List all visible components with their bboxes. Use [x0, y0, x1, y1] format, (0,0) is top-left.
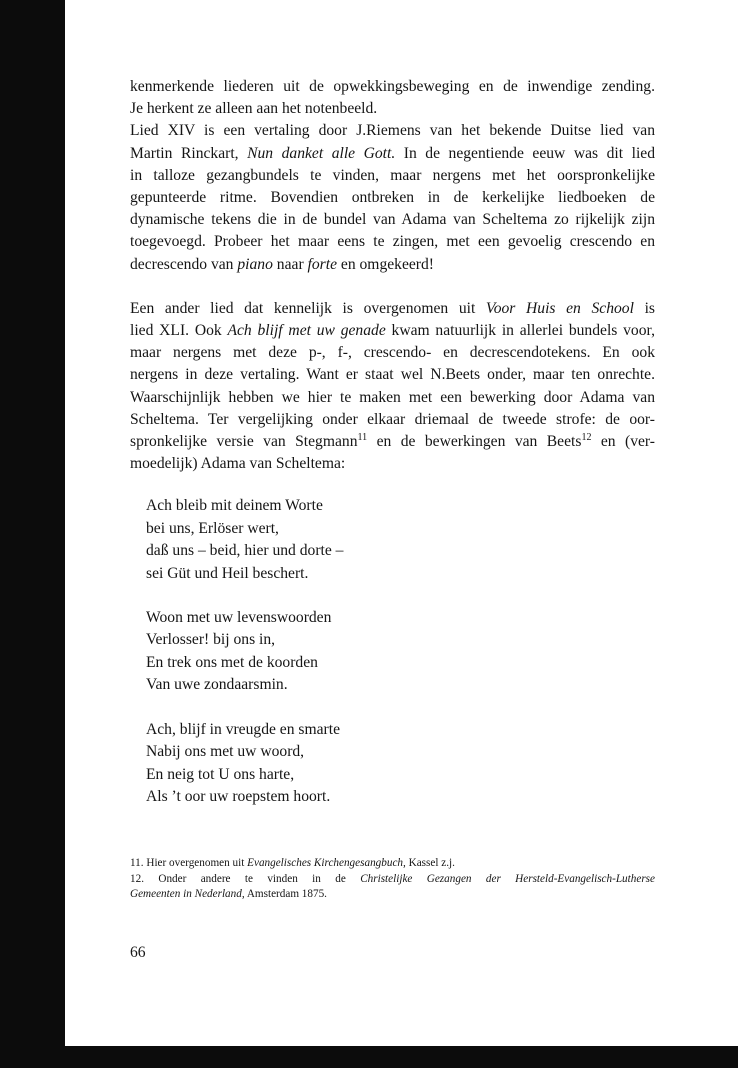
footnote-ref: 11 — [357, 432, 368, 444]
text-run: In de negentiende eeuw was dit lied — [395, 144, 655, 162]
paragraph-line — [130, 431, 655, 453]
book-title: Gemeenten in Nederland, — [130, 888, 245, 901]
paragraph-line — [130, 298, 655, 320]
paragraph-line: nergens in deze vertaling. Want er staat wel N.Beets onder, maar ten onrechte. — [130, 366, 655, 384]
verse-line: En trek ons met de koorden — [146, 653, 318, 671]
scan-border-left — [0, 0, 65, 1068]
text-run: decrescendo van — [130, 255, 238, 273]
book-title: Evangelisches Kirchengesangbuch, — [247, 857, 406, 869]
text-run: en omgekeerd! — [337, 255, 434, 273]
text-run: naar — [272, 255, 308, 273]
text-run: Kassel z.j. — [405, 857, 455, 869]
footnote-line — [130, 872, 655, 888]
book-title: Christelijke Gezangen der Hersteld-Evangelisch-Lutherse — [360, 872, 655, 885]
paragraph-line: Je herkent ze alleen aan het notenbeeld. — [130, 100, 378, 118]
verse-line: Woon met uw levenswoorden — [146, 609, 332, 627]
footnote-line — [130, 887, 655, 903]
text-run: Amsterdam 1875. — [244, 888, 327, 901]
paragraph-line: toegevoegd. Probeer het maar eens te zingen, met een gevoelig crescendo en — [130, 233, 655, 251]
song-title: Nun danket alle Gott. — [247, 144, 396, 162]
verse-line: sei Güt und Heil beschert. — [146, 564, 309, 582]
verse-line: Verlosser! bij ons in, — [146, 631, 276, 649]
text-run: 11. Hier overgenomen uit — [130, 857, 248, 869]
paragraph-2 — [130, 120, 655, 275]
footnote-ref: 12 — [581, 432, 592, 444]
text-run: spronkelijke versie van Stegmann — [130, 433, 358, 451]
footnotes — [130, 856, 655, 903]
book-title: Voor Huis en School — [485, 299, 634, 317]
scan-border-bottom — [0, 1046, 738, 1068]
text-run: 12. Onder andere te vinden in de — [130, 872, 361, 885]
paragraph-1 — [130, 76, 655, 120]
verse-line: Ach, blijf in vreugde en smarte — [146, 720, 340, 738]
song-title: Ach blijf met uw genade — [227, 322, 386, 340]
page-number: 66 — [130, 944, 146, 961]
verse-comparison — [130, 495, 655, 808]
footnote-11 — [130, 856, 655, 872]
paragraph-line: Scheltema. Ter vergelijking onder elkaar driemaal de tweede strofe: de oor- — [130, 410, 655, 428]
verse-line: Ach bleib mit deinem Worte — [146, 497, 323, 515]
paragraph-line — [130, 320, 655, 342]
paragraph-line: in talloze gezangbundels te vinden, maar nergens met het oorspronkelijke — [130, 166, 655, 184]
text-run: Martin Rinckart, — [130, 144, 248, 162]
paragraph-line: maar nergens met deze p-, f-, crescendo- en decrescendotekens. En ook — [130, 344, 655, 362]
verse-line: Nabij ons met uw woord, — [146, 743, 305, 761]
text-run: Een ander lied dat kennelijk is overgenomen uit — [130, 299, 486, 317]
paragraph-3 — [130, 298, 655, 476]
verse-line: En neig tot U ons harte, — [146, 765, 295, 783]
text-run: lied XLI. Ook — [130, 322, 228, 340]
text-run: kwam natuurlijk in allerlei bundels voor, — [385, 322, 655, 340]
text-run: en (ver- — [591, 433, 656, 451]
verse-line: Van uwe zondaarsmin. — [146, 676, 288, 694]
verse-line: daß uns – beid, hier und dorte – — [146, 542, 344, 560]
text-run: is — [633, 299, 655, 317]
paragraph-line — [130, 254, 655, 276]
page-body — [130, 76, 655, 808]
verse-line: bei uns, Erlöser wert, — [146, 519, 279, 537]
stanza-beets — [146, 607, 655, 697]
footnote-12 — [130, 872, 655, 903]
paragraph-line: gepunteerde ritme. Bovendien ontbreken in de kerkelijke liedboeken de — [130, 189, 655, 207]
paragraph-line: dynamische tekens die in de bundel van Adama van Scheltema zo rijkelijk zijn — [130, 211, 655, 229]
paragraph-line: Waarschijnlijk hebben we hier te maken met een bewerking door Adama van — [130, 388, 655, 406]
dynamic-term: piano — [237, 255, 273, 273]
paragraph-line: kenmerkende liederen uit de opwekkingsbeweging en de inwendige zending. — [130, 78, 655, 95]
text-run: en de bewerkingen van Beets — [367, 433, 582, 451]
stanza-adama-van-scheltema — [146, 719, 655, 809]
stanza-stegmann — [146, 495, 655, 585]
dynamic-term: forte — [307, 255, 337, 273]
paragraph-line — [130, 143, 655, 165]
paragraph-line: moedelijk) Adama van Scheltema: — [130, 455, 346, 473]
paragraph-line: Lied XIV is een vertaling door J.Riemens van het bekende Duitse lied van — [130, 122, 655, 140]
verse-line: Als ’t oor uw roepstem hoort. — [146, 787, 331, 805]
